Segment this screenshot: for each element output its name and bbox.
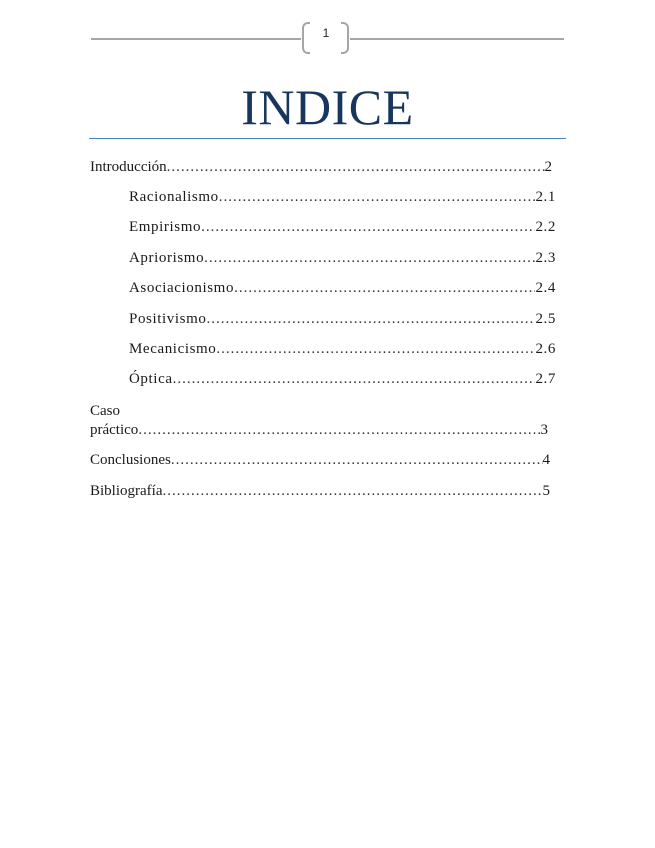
toc-entry-label: Empirismo (129, 219, 202, 235)
toc-entry-label: Asociacionismo (129, 280, 235, 296)
toc-entry-page: 2 (544, 159, 552, 175)
toc-leader-dots (216, 340, 535, 358)
toc-entry-positivismo[interactable] (129, 310, 556, 328)
toc-entry-page: 2.3 (535, 250, 556, 266)
toc-entry-page: 2.7 (535, 371, 556, 387)
page-number: 1 (322, 26, 330, 40)
toc-leader-dots (138, 421, 540, 439)
toc-entry-label: Racionalismo (129, 189, 219, 205)
toc-entry-apriorismo[interactable] (129, 249, 556, 267)
toc-entry-conclusiones[interactable] (90, 451, 550, 469)
toc-entry-introduccion[interactable] (90, 158, 552, 176)
toc-entry-caso-practico[interactable] (90, 421, 548, 439)
toc-entry-label: Introducción (90, 159, 167, 175)
toc-entry-label: práctico (90, 422, 139, 438)
toc-entry-label: Óptica (129, 371, 173, 387)
toc-entry-asociacionismo[interactable] (129, 279, 556, 297)
toc-entry-label: Positivismo (129, 311, 207, 327)
toc-entry-page: 2.2 (535, 219, 556, 235)
toc-entry-page: 2.6 (535, 341, 556, 357)
toc-entry-page: 2.5 (535, 311, 556, 327)
toc-entry-page: 2.4 (535, 280, 556, 296)
toc-entry-bibliografia[interactable] (90, 482, 550, 500)
toc-leader-dots (167, 158, 545, 176)
toc-entry-page: 4 (542, 452, 550, 468)
toc-leader-dots (206, 310, 535, 328)
toc-entry-label: Mecanicismo (129, 341, 217, 357)
toc-leader-dots (201, 218, 535, 236)
toc-entry-caso-label-line1[interactable]: Caso (90, 403, 120, 419)
toc-entry-page: 2.1 (535, 189, 556, 205)
toc-entry-optica[interactable] (129, 370, 556, 388)
toc-leader-dots (234, 279, 535, 297)
toc-entry-mecanicismo[interactable] (129, 340, 556, 358)
toc-entry-label: Apriorismo (129, 250, 205, 266)
toc-entry-racionalismo[interactable] (129, 188, 556, 206)
toc-entry-page: 3 (540, 422, 548, 438)
page-title: INDICE (241, 79, 414, 135)
toc-leader-dots (171, 451, 543, 469)
toc-entry-label: Bibliografía (90, 483, 163, 499)
toc-leader-dots (173, 370, 536, 388)
toc-leader-dots (219, 188, 536, 206)
toc-leader-dots (204, 249, 535, 267)
toc-entry-label: Conclusiones (90, 452, 171, 468)
toc-entry-empirismo[interactable] (129, 218, 556, 236)
toc-leader-dots (162, 482, 542, 500)
toc-entry-page: 5 (542, 483, 550, 499)
